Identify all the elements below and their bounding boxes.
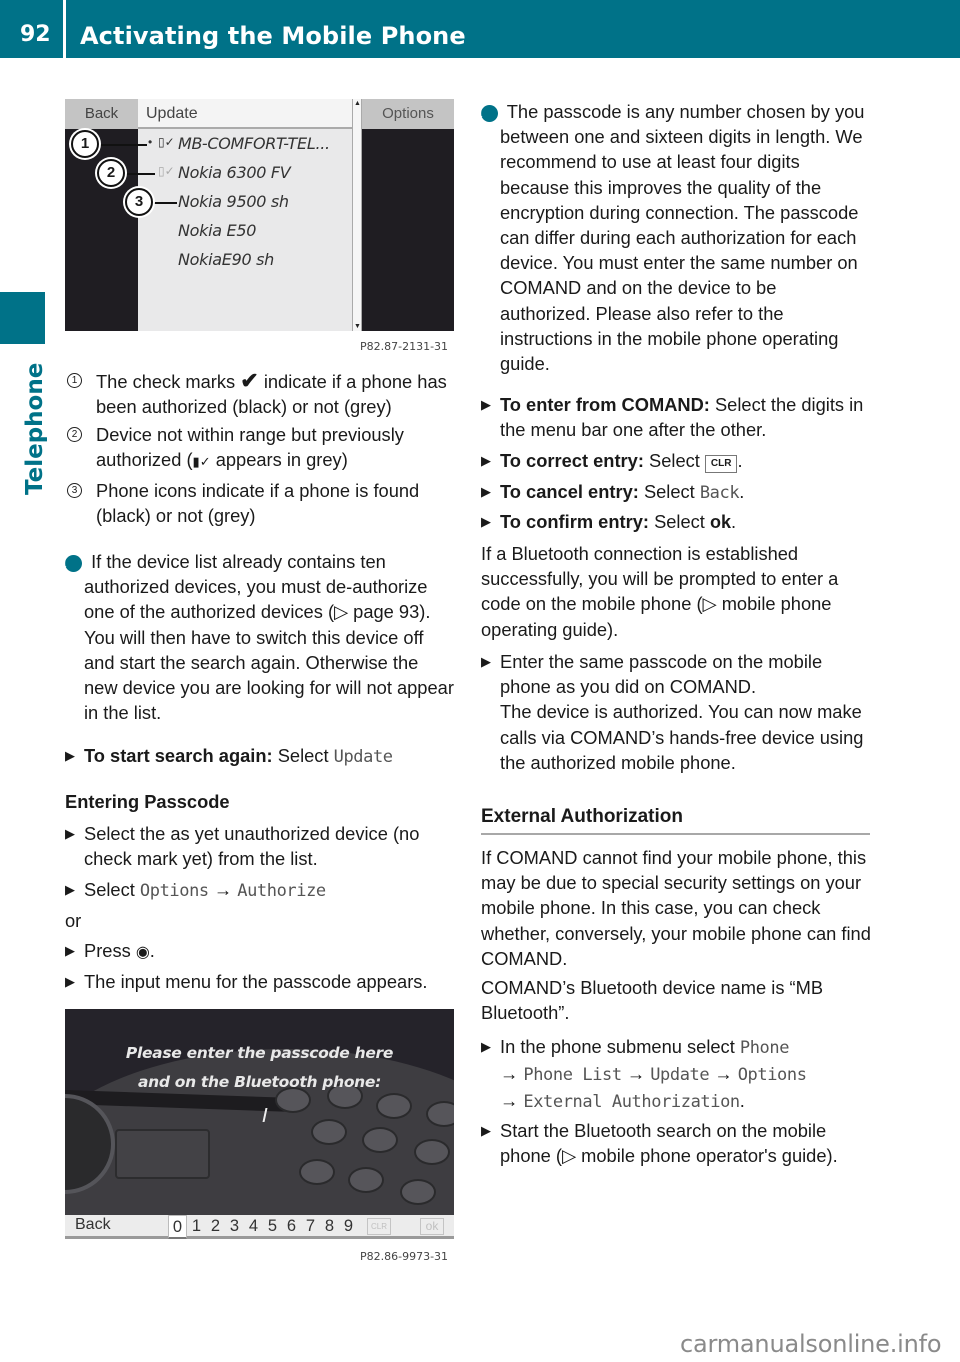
device-item[interactable]: NokiaE90 sh (178, 250, 275, 269)
arrow-icon: → (714, 1063, 733, 1085)
digit-4[interactable]: 4 (248, 1217, 259, 1235)
keypad-key (400, 1179, 436, 1205)
phone-authorized-icon: ▮✓ (192, 454, 211, 470)
info-icon: i (481, 105, 498, 122)
step-text: Select the as yet unauthorized device (no check mark yet) from the list. (84, 823, 420, 870)
digit-2[interactable]: 2 (210, 1217, 221, 1235)
bullet-icon: ▶ (481, 453, 491, 468)
step-start-search (65, 743, 455, 770)
menu-term: Update (333, 747, 393, 767)
options-softkey[interactable]: Options (362, 99, 454, 129)
clr-button[interactable]: CLR (367, 1218, 391, 1235)
digit-9[interactable]: 9 (343, 1217, 354, 1235)
update-menu-item[interactable]: Update (138, 99, 352, 129)
step (481, 448, 871, 473)
step (65, 969, 455, 994)
selection-dot-icon: • (148, 135, 153, 149)
digit-1[interactable]: 1 (191, 1217, 202, 1235)
chapter-tab (0, 292, 45, 344)
digit-menu-bar (65, 1215, 454, 1239)
device-item[interactable]: MB-COMFORT-TEL... (178, 134, 330, 153)
bullet-icon: ▶ (65, 882, 75, 897)
legend-number: 1 (67, 373, 82, 388)
step-result: The device is authorized. You can now make calls via COMAND’s hands-free device using the authorized mobile phone. (500, 701, 864, 773)
step-label: To correct entry: (500, 450, 644, 471)
bullet-icon: ▶ (481, 654, 491, 669)
digit-7[interactable]: 7 (305, 1217, 316, 1235)
arrow-icon: → (500, 1090, 519, 1112)
watermark[interactable]: carmanualsonline.info (680, 1330, 942, 1358)
page-number: 92 (20, 22, 51, 47)
menu-term: Options (139, 881, 209, 901)
page-header (0, 0, 960, 58)
dashboard-pad (115, 1129, 210, 1179)
bluetooth-paragraph: If a Bluetooth connection is established successfully, you will be prompted to enter a code on the mobile phone (▷ mobile phone operating guide). (481, 543, 839, 640)
step-text: . (730, 511, 737, 532)
arrow-icon: → (213, 879, 233, 900)
step-text: The input menu for the passcode appears. (84, 971, 428, 992)
step-text: Select (643, 481, 695, 502)
ok-key-icon: ok (709, 512, 731, 532)
scroll-down-icon: ▼ (354, 323, 361, 330)
callout-1: 1 (71, 130, 99, 158)
step-text: . (737, 450, 743, 471)
device-item[interactable]: Nokia 9500 sh (178, 192, 289, 211)
digit-5[interactable]: 5 (267, 1217, 278, 1235)
bullet-icon: ▶ (481, 1123, 491, 1138)
info-note (477, 99, 871, 376)
legend-text: appears in grey) (215, 449, 348, 471)
phone-authorized-icon: ▯✓ (158, 135, 175, 149)
back-softkey[interactable]: Back (65, 99, 138, 129)
step (481, 479, 871, 506)
callout-leader (123, 173, 155, 175)
step-label: To enter from COMAND: (500, 394, 710, 415)
step-text: In the phone submenu select (500, 1036, 735, 1057)
callout-2: 2 (97, 159, 125, 187)
section-heading: External Authorization (481, 806, 683, 827)
step (65, 877, 455, 904)
info-icon: i (65, 555, 82, 572)
menu-term: External Authorization (523, 1092, 740, 1113)
bullet-icon: ▶ (65, 974, 75, 989)
digit-6[interactable]: 6 (286, 1217, 297, 1235)
step-text: Select (649, 450, 700, 471)
legend-text: Phone icons indicate if a phone is found (black) or not (grey) (96, 480, 420, 527)
passcode-prompt: Please enter the passcode here (125, 1044, 394, 1062)
step (481, 1034, 871, 1116)
info-text: The passcode is any number chosen by you between one and sixteen digits in length. We recommend to use at least four digits because this improves the quality of the encryption during connection. The passcode can differ during each authorization for each device. You must enter the same number on COMAND and on the device to be authorized. Please also refer to the instructions in the mobile phone operating guide. (500, 101, 865, 375)
ok-button[interactable]: ok (420, 1218, 444, 1235)
callout-leader (97, 144, 147, 146)
keypad-key (426, 1101, 454, 1127)
keypad-key (348, 1167, 384, 1193)
chapter-label-text: Telephone (22, 362, 48, 495)
step (65, 821, 455, 871)
arrow-icon: → (626, 1063, 646, 1085)
step-text: Enter the same passcode on the mobile phone as you did on COMAND. (500, 651, 823, 698)
step (481, 1118, 871, 1168)
legend-text: indicate if a phone has been authorized (black) or not (grey) (96, 371, 447, 418)
bullet-icon: ▶ (65, 943, 75, 958)
bullet-icon: ▶ (481, 484, 491, 499)
arrow-icon: → (500, 1063, 519, 1085)
page-title: Activating the Mobile Phone (80, 22, 466, 50)
chapter-label (2, 350, 48, 495)
back-softkey[interactable]: Back (75, 1216, 111, 1233)
page-link[interactable]: (▷ page 93). (327, 601, 431, 623)
menu-term: Update (650, 1065, 710, 1086)
device-list-screenshot (65, 99, 454, 331)
legend-item (65, 478, 455, 528)
info-text: If the device list already contains ten authorized devices, you must de-authorize one of the authorized devices (84, 551, 428, 623)
bullet-icon: ▶ (481, 397, 491, 412)
legend-item (65, 422, 455, 474)
bullet-icon: ▶ (481, 1039, 491, 1054)
device-item[interactable]: Nokia 6300 FV (178, 163, 291, 182)
menu-term: Phone List (523, 1065, 622, 1086)
menu-term: Authorize (237, 881, 326, 901)
step (481, 392, 871, 442)
keypad-key (414, 1139, 450, 1165)
callout-leader (151, 202, 177, 204)
menu-term: Back (699, 483, 740, 503)
digit-0[interactable]: 0 (168, 1215, 187, 1239)
digit-row (168, 1215, 358, 1239)
legend-item (65, 368, 455, 419)
digit-8[interactable]: 8 (324, 1217, 335, 1235)
figure-reference: P82.86-9973-31 (360, 1250, 449, 1263)
keypad-key (311, 1119, 347, 1145)
step-text: . (739, 1090, 745, 1112)
bullet-icon: ▶ (481, 514, 491, 529)
bullet-icon: ▶ (65, 748, 75, 763)
paragraph: COMAND’s Bluetooth device name is “MB Bluetooth”. (481, 977, 824, 1024)
step-text: . (739, 481, 745, 502)
passcode-screenshot (65, 1009, 454, 1239)
step-text: Select (84, 879, 135, 900)
step-label: To start search again: (84, 745, 273, 766)
bullet-icon: ▶ (65, 826, 75, 841)
info-text: You will then have to switch this device off and start the search again. Otherwise the new device you are looking for will not appear in the list. (84, 626, 454, 724)
legend-number: 3 (67, 483, 82, 498)
step-text: Select (277, 745, 329, 766)
passcode-prompt: and on the Bluetooth phone: (137, 1073, 382, 1091)
keypad-key (299, 1159, 335, 1185)
keypad-key (376, 1093, 412, 1119)
scrollbar[interactable] (352, 99, 362, 331)
step (481, 509, 871, 535)
digit-3[interactable]: 3 (229, 1217, 240, 1235)
paragraph: If COMAND cannot find your mobile phone, this may be due to special security settings on your mobile phone. In this case, you can check whether, conversely, your mobile phone can find COMAND. (481, 847, 871, 969)
keypad-key (362, 1127, 398, 1153)
legend-text: The check marks (96, 371, 236, 392)
step-text: . (149, 940, 155, 961)
check-mark-icon: ✔ (240, 368, 259, 393)
menu-term: Options (737, 1065, 807, 1086)
step-text: Select the digits in the menu bar one after the other. (500, 394, 864, 441)
step-label: To confirm entry: (500, 511, 649, 532)
heading-rule (481, 833, 870, 835)
figure-reference: P82.87-2131-31 (360, 340, 449, 353)
step-text: Start the Bluetooth search on the mobile phone (▷ mobile phone operator's guide). (500, 1120, 838, 1167)
callout-3: 3 (125, 188, 153, 216)
device-item[interactable]: Nokia E50 (178, 221, 257, 240)
legend-text: Device not within range but previously authorized ( (96, 424, 404, 471)
step (65, 938, 455, 965)
or-label: or (65, 910, 82, 931)
scroll-up-icon: ▲ (354, 100, 361, 107)
clr-key-icon: CLR (705, 455, 738, 473)
step-label: To cancel entry: (500, 481, 639, 502)
menu-term: Phone (739, 1038, 790, 1058)
step-text: Select (654, 511, 705, 532)
legend-number: 2 (67, 427, 82, 442)
info-note (61, 549, 455, 725)
controller-press-icon: ◉ (135, 944, 150, 961)
step (481, 649, 871, 775)
phone-authorized-icon: ▯✓ (158, 164, 175, 178)
header-divider (63, 0, 66, 58)
step-text: Press (84, 940, 131, 961)
section-heading: Entering Passcode (65, 791, 230, 812)
